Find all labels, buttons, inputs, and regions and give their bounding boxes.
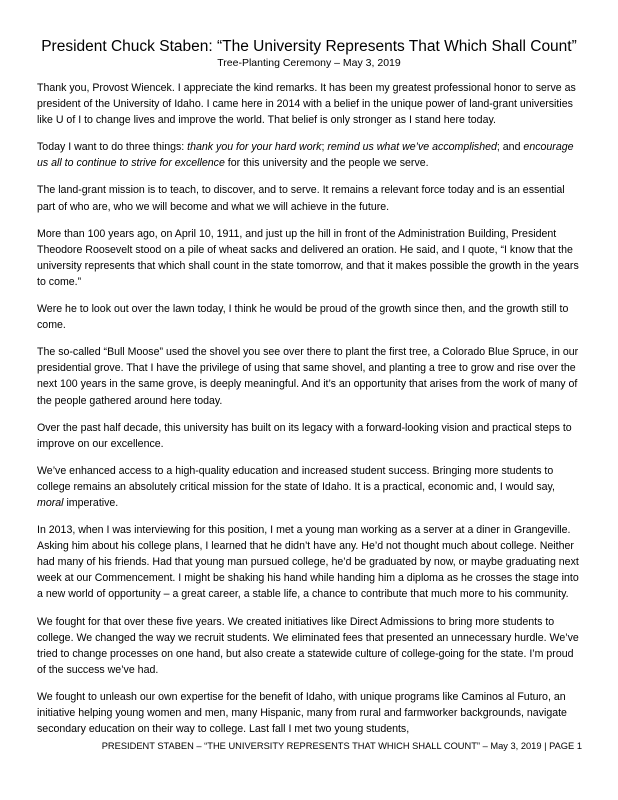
paragraph-1: Thank you, Provost Wiencek. I appreciate the kind remarks. It has been my greatest professional honor to serve as president of the University of Idaho. I came here in 2014 with a belief in the unique power of land-grant universities like U of I to change lives and improve the world. That belief is only stronger as I stand here today.	[37, 82, 576, 127]
paragraph-6: The so-called “Bull Moose” used the shovel you see over there to plant the first tree, a Colorado Blue Spruce, in our presidential grove. That I have the privilege of using that same shovel, and planting a tree to grow and rise over the next 100 years in the same grove, is deeply meaningful. And it’s an opportunity that arises from the work of many of the people gathered around here today.	[37, 346, 579, 407]
paragraph-5: Were he to look out over the lawn today, I think he would be proud of the growth since then, and the growth still to come.	[37, 303, 569, 332]
paragraph-7: Over the past half decade, this university has built on its legacy with a forward-looking vision and practical steps to improve on our excellence.	[37, 421, 572, 450]
document-body	[37, 80, 583, 748]
paragraph-3: The land-grant mission is to teach, to discover, and to serve. It remains a relevant force today and is an essential part of who are, who we will become and what we will achieve in the future.	[37, 184, 565, 213]
paragraph-2-emphasis-b: remind us what we’ve accomplished	[327, 141, 497, 154]
paragraph-2-text-b: ;	[321, 141, 328, 154]
paragraph-2-emphasis-a: thank you for your hard work	[187, 141, 322, 154]
paragraph-8	[37, 463, 583, 511]
paragraph-2-emphasis-c: encourage us all to continue to strive for excellence	[37, 141, 574, 170]
paragraph-2	[37, 139, 583, 171]
paragraph-2-text-d: for this university and the people we serve.	[224, 157, 429, 170]
paragraph-2-text-a: Today I want to do three things:	[37, 141, 188, 154]
page-footer: PRESIDENT STABEN – “THE UNIVERSITY REPRESENTS THAT WHICH SHALL COUNT” – May 3, 2019 | PAGE 1	[101, 741, 582, 751]
paragraph-9: In 2013, when I was interviewing for this position, I met a young man working as a server at a diner in Grangeville. Asking him about his college plans, I learned that he didn’t have any. He’d not thought much about college. Neither had many of his friends. Had that young man pursued college, he’d be graduated by now, or maybe graduating next week at our Commencement. I might be shaking his hand while handing him a diploma as he crosses the stage into a new world of opportunity – a great career, a stable life, a chance to contribute that much more to his community.	[37, 524, 579, 601]
paragraph-2-text-c: ; and	[496, 141, 524, 154]
page-subtitle: Tree-Planting Ceremony – May 3, 2019	[217, 57, 401, 69]
paragraph-10: We fought for that over these five years. We created initiatives like Direct Admissions to bring more students to college. We changed the way we recruit students. We eliminated fees that presented an unnecessary hurdle. We’ve tried to change processes on one hand, but also create a statewide culture of college-going for the state. I’m proud of the success we’ve had.	[37, 615, 579, 676]
paragraph-4: More than 100 years ago, on April 10, 1911, and just up the hill in front of the Administration Building, President Theodore Roosevelt stood on a pile of wheat sacks and delivered an oration. He said, and I quote, “I know that the university represents that which shall count in the state tomorrow, and that it makes possible the growth in the years to come.”	[37, 227, 579, 288]
paragraph-8-emphasis: moral	[37, 496, 64, 509]
paragraph-8-text-a: We’ve enhanced access to a high-quality education and increased student success. Bringing more students to college remains an absolutely critical mission for the state of Idaho. It is a practical, economic and, I would say,	[37, 464, 555, 493]
paragraph-8-text-b: imperative.	[63, 496, 119, 509]
page-title: President Chuck Staben: “The University Represents That Which Shall Count”	[41, 38, 577, 55]
paragraph-11: We fought to unleash our own expertise for the benefit of Idaho, with unique programs like Caminos al Futuro, an initiative helping young women and men, many Hispanic, many from rural and farmworker backgrounds, navigate secondary education on their way to college. Last fall I met two young students,	[37, 690, 567, 736]
